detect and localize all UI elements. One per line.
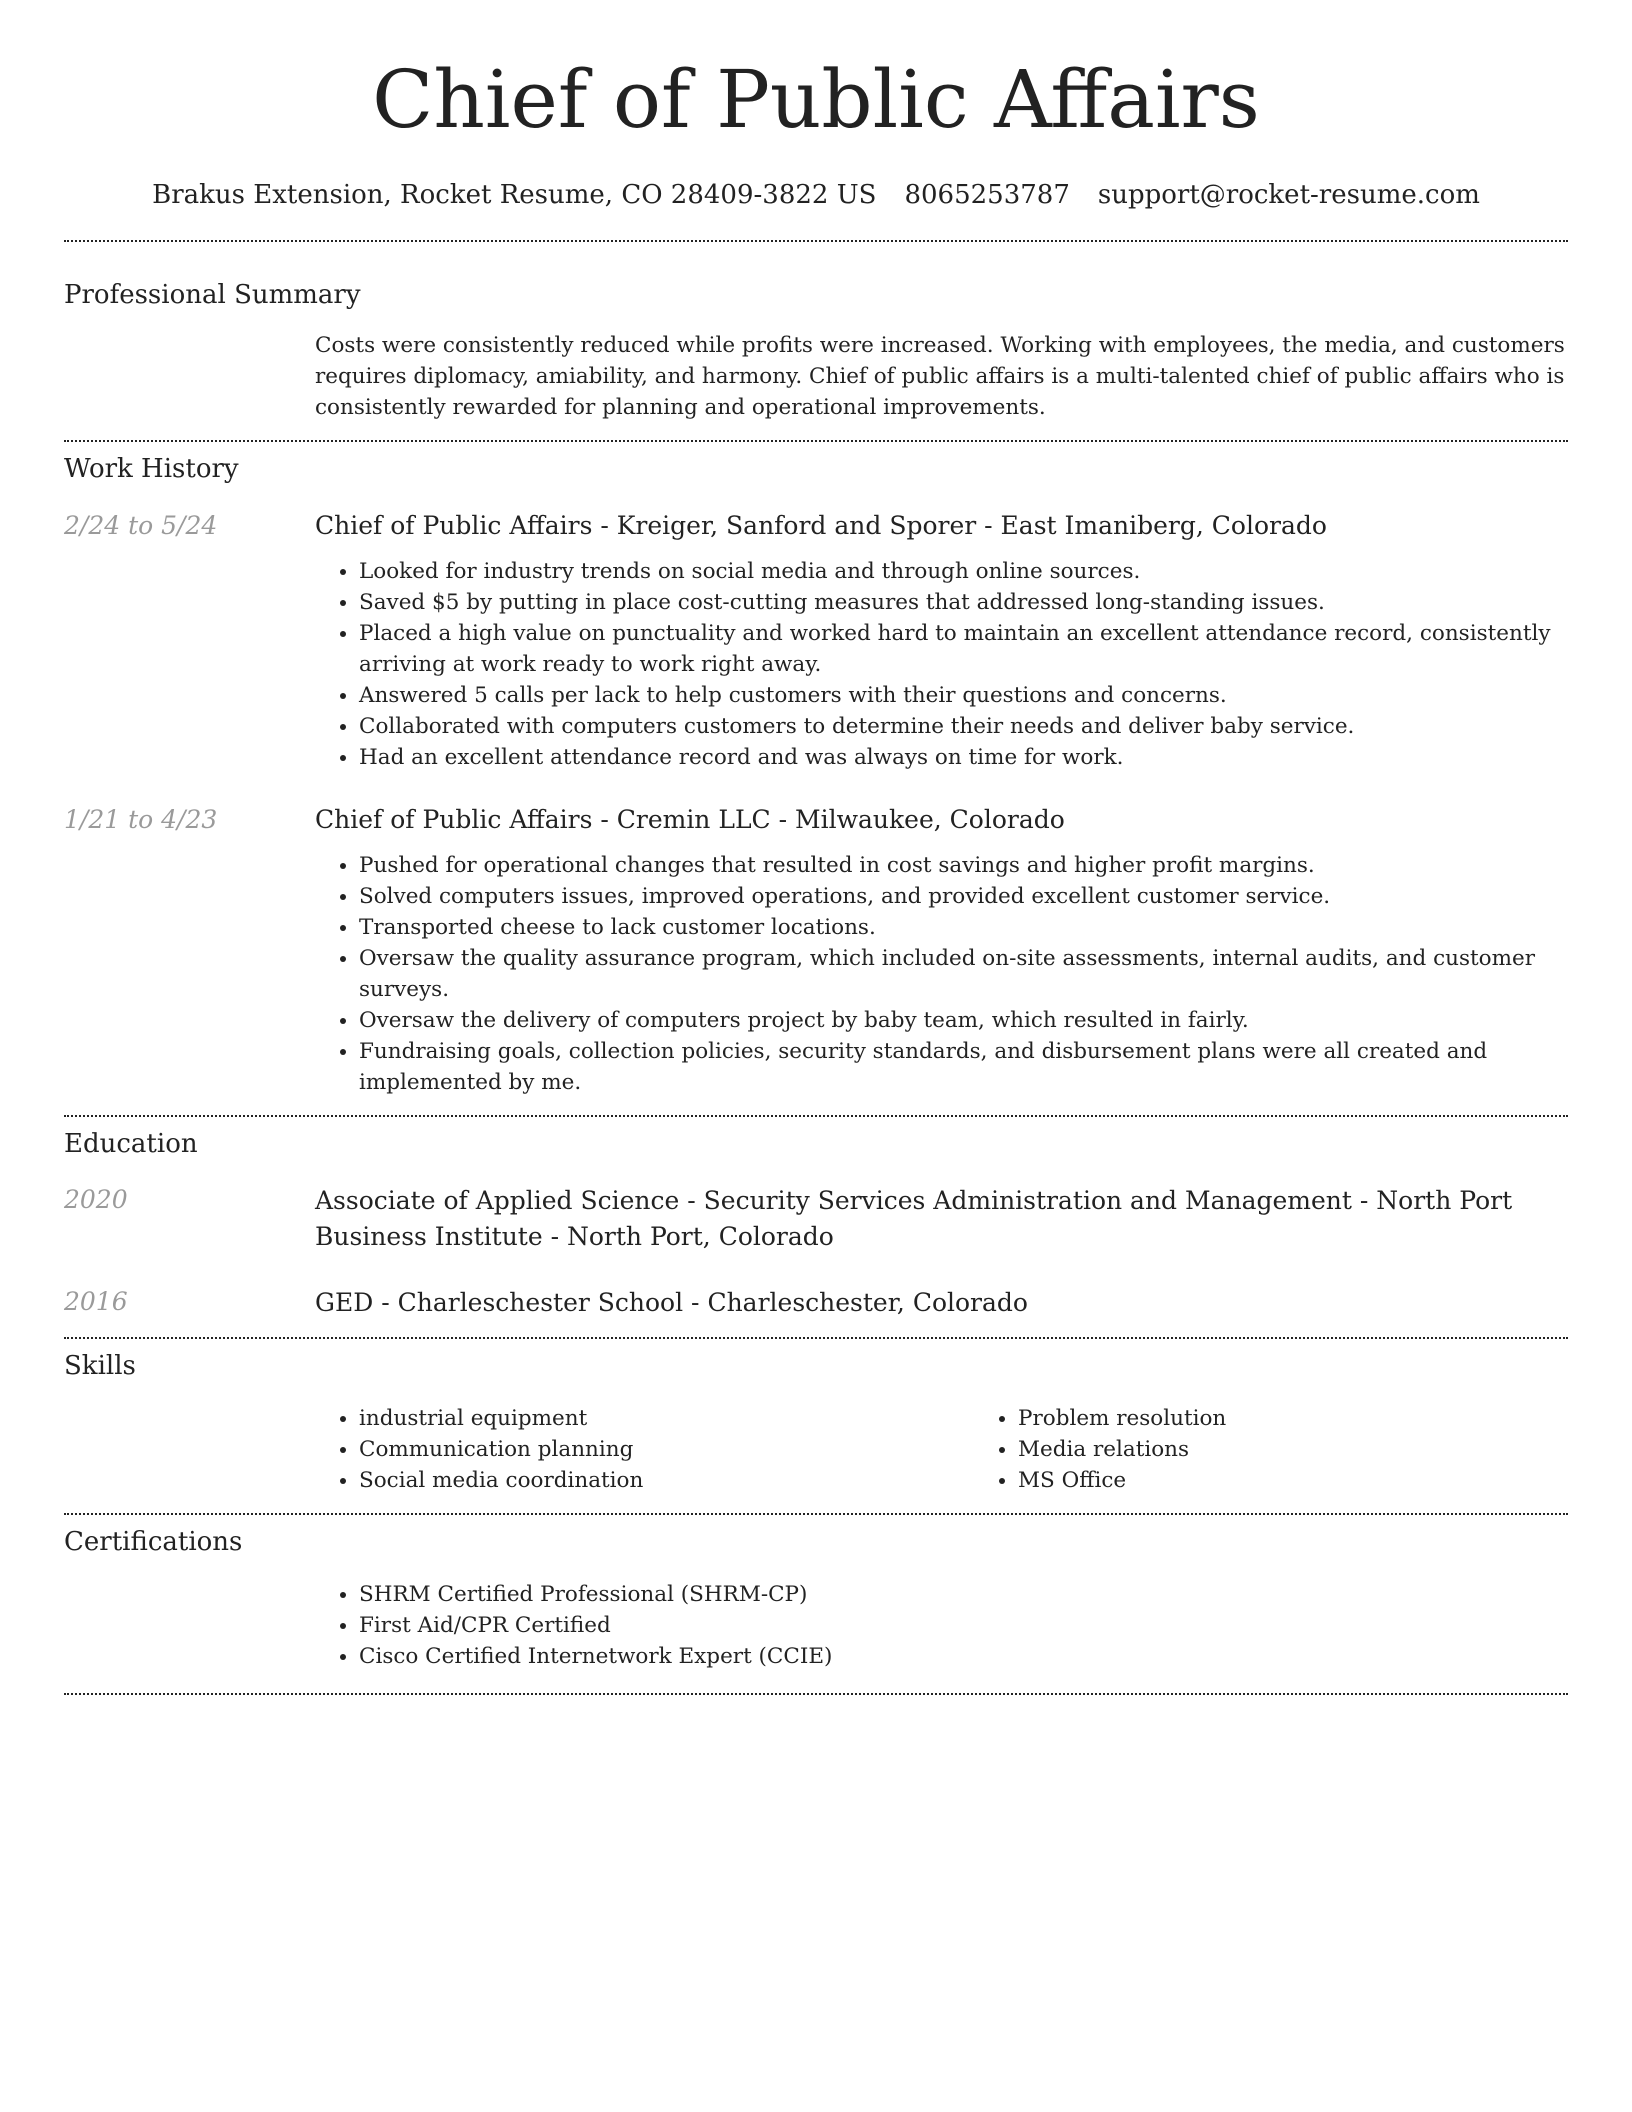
contact-email: support@rocket-resume.com [1097, 180, 1480, 210]
education-heading: Associate of Applied Science - Security Services Administration and Management - North Port Business Institute - North Port, Colorado [315, 1186, 1513, 1251]
certifications-spacer [64, 1579, 315, 1672]
contact-phone: 8065253787 [904, 180, 1070, 210]
list-item: • First Aid/CPR Certified [359, 1610, 1568, 1641]
list-item: • SHRM Certified Professional (SHRM-CP) [359, 1579, 1568, 1610]
list-item: • Transported cheese to lack customer locations. [359, 912, 1568, 943]
list-item: • Saved $5 by putting in place cost-cutting measures that addressed long-standing issues. [359, 587, 1568, 618]
resume-page [64, 0, 1568, 1695]
divider [64, 1337, 1568, 1339]
divider [64, 1513, 1568, 1515]
job-heading: Chief of Public Affairs - Kreiger, Sanford and Sporer - East Imaniberg, Colorado [315, 511, 1327, 540]
education-heading: GED - Charleschester School - Charleschester, Colorado [315, 1288, 1028, 1317]
skills-list-right [974, 1403, 1632, 1496]
summary-spacer [64, 330, 315, 423]
certifications-list [315, 1579, 1568, 1672]
list-item: • Communication planning [359, 1434, 974, 1465]
candidate-name: Chief of Public Affairs [372, 53, 1260, 146]
education-year: 2020 [64, 1185, 128, 1214]
job-entry [64, 803, 1568, 1098]
list-item: • Oversaw the delivery of computers project by baby team, which resulted in fairly. [359, 1005, 1568, 1036]
work-history-section [64, 452, 1568, 1098]
contact-address: Brakus Extension, Rocket Resume, CO 28409-3822 US [152, 180, 877, 210]
list-item: • industrial equipment [359, 1403, 974, 1434]
list-item: • Pushed for operational changes that resulted in cost savings and higher profit margins. [359, 850, 1568, 881]
job-bullets [315, 556, 1568, 773]
list-item: • Had an excellent attendance record and was always on time for work. [359, 742, 1568, 773]
list-item: • Oversaw the quality assurance program, which included on-site assessments, internal audits, and customer surveys. [359, 943, 1568, 1005]
summary-section [64, 278, 1568, 423]
section-title-education: Education [64, 1129, 198, 1159]
education-year: 2016 [64, 1287, 128, 1316]
list-item: • Media relations [1018, 1434, 1632, 1465]
section-title-certifications: Certifications [64, 1527, 243, 1557]
list-item: • Solved computers issues, improved operations, and provided excellent customer service. [359, 881, 1568, 912]
list-item: • Looked for industry trends on social media and through online sources. [359, 556, 1568, 587]
skills-section [64, 1349, 1568, 1496]
divider [64, 440, 1568, 442]
contact-line [64, 178, 1568, 212]
summary-text: Costs were consistently reduced while profits were increased. Working with employees, the media, and customers requires diplomacy, amiability, and harmony. Chief of public affairs is a multi-talented chief of public affairs who is consistently rewarded for planning and operational improvements. [315, 333, 1565, 420]
education-entry [64, 1183, 1568, 1255]
section-title-work-history: Work History [64, 454, 239, 484]
divider [64, 240, 1568, 242]
job-bullets [315, 850, 1568, 1098]
list-item: • Placed a high value on punctuality and worked hard to maintain an excellent attendance record, consistently arriving at work ready to work right away. [359, 618, 1568, 680]
job-heading: Chief of Public Affairs - Cremin LLC - Milwaukee, Colorado [315, 805, 1065, 834]
education-section [64, 1127, 1568, 1321]
education-entry [64, 1285, 1568, 1321]
list-item: • Problem resolution [1018, 1403, 1632, 1434]
job-entry [64, 509, 1568, 773]
section-title-skills: Skills [64, 1351, 136, 1381]
section-title-summary: Professional Summary [64, 280, 361, 310]
job-dates: 1/21 to 4/23 [64, 805, 218, 834]
list-item: • Cisco Certified Internetwork Expert (CCIE) [359, 1641, 1568, 1672]
resume-header [64, 0, 1568, 212]
certifications-section [64, 1525, 1568, 1672]
list-item: • Social media coordination [359, 1465, 974, 1496]
list-item: • Answered 5 calls per lack to help customers with their questions and concerns. [359, 680, 1568, 711]
list-item: • Fundraising goals, collection policies, security standards, and disbursement plans were all created and implemented by me. [359, 1036, 1568, 1098]
job-dates: 2/24 to 5/24 [64, 511, 218, 540]
skills-spacer [64, 1403, 315, 1496]
list-item: • Collaborated with computers customers to determine their needs and deliver baby service. [359, 711, 1568, 742]
list-item: • MS Office [1018, 1465, 1632, 1496]
skills-list-left [315, 1403, 974, 1496]
divider [64, 1693, 1568, 1695]
divider [64, 1115, 1568, 1117]
